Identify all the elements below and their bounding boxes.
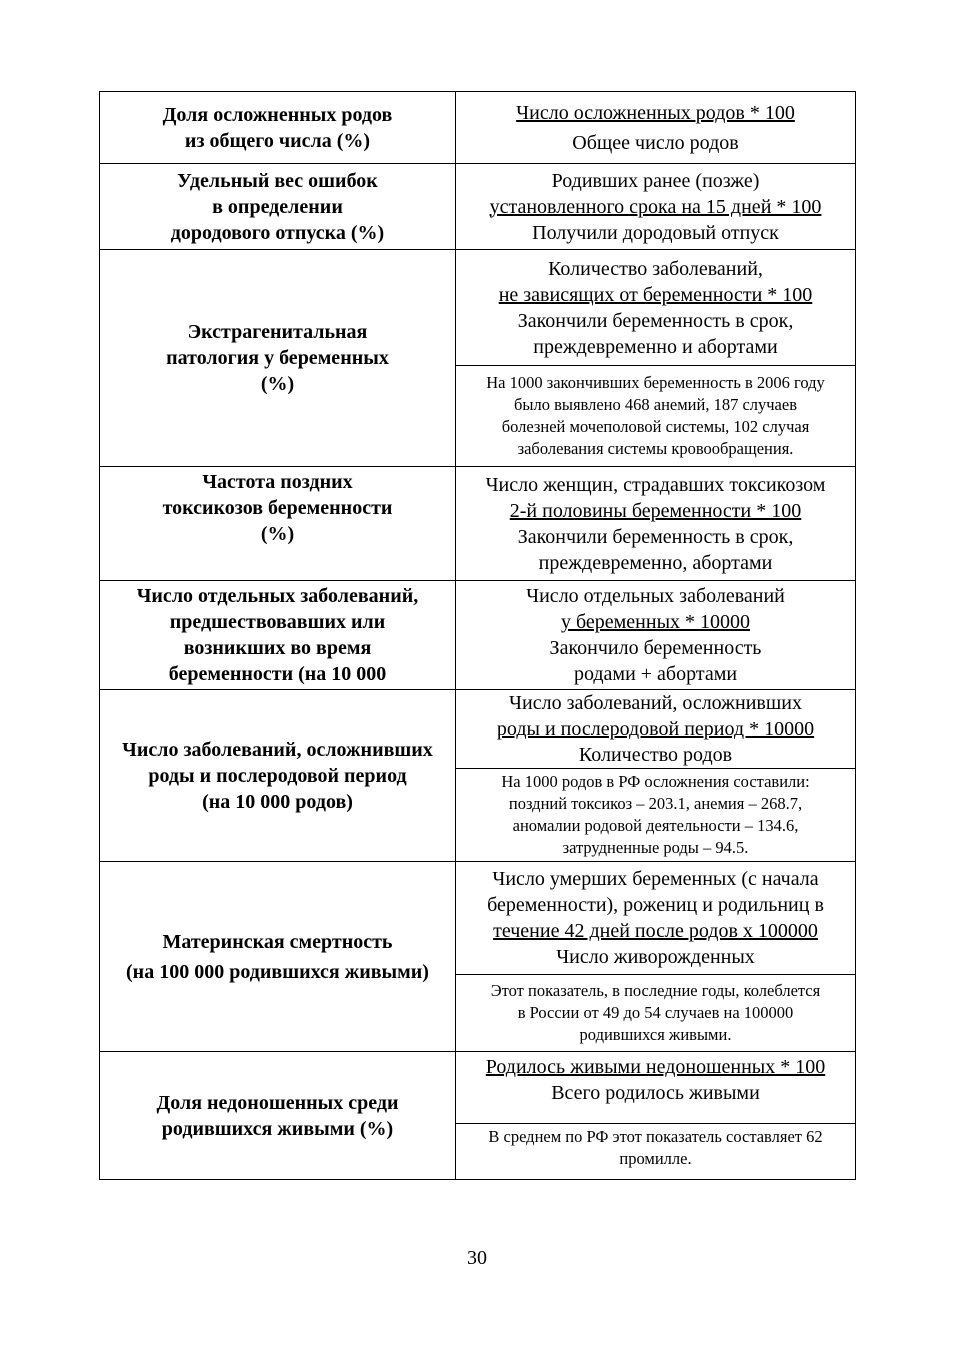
- indicator-note: Этот показатель, в последние годы, колеблется в России от 49 до 54 случаев на 100000 родившихся живыми.: [456, 975, 856, 1052]
- indicator-name: Частота поздних токсикозов беременности (%): [100, 467, 456, 581]
- indicator-formula: Число умерших беременных (с начала беременности), рожениц и родильниц в течение 42 дней после родов х 100000 Число живорожденных: [456, 862, 856, 975]
- page-number: 30: [467, 1247, 487, 1269]
- indicator-formula: Число заболеваний, осложнивших роды и послеродовой период * 10000 Количество родов: [456, 690, 856, 769]
- indicator-name: Число отдельных заболеваний, предшествовавших или возникших во время беременности (на 10 000: [100, 581, 456, 690]
- indicators-table: [99, 91, 856, 1180]
- indicator-formula: Родилось живыми недоношенных * 100 Всего родилось живыми: [456, 1052, 856, 1124]
- indicator-name: Экстрагенитальная патология у беременных (%): [100, 250, 456, 467]
- indicator-formula: Число женщин, страдавших токсикозом 2-й половины беременности * 100 Закончили беременность в срок, преждевременно, абортами: [456, 467, 856, 581]
- indicator-name: Доля осложненных родов из общего числа (%): [100, 92, 456, 164]
- indicator-name: Материнская смертность (на 100 000 родившихся живыми): [100, 862, 456, 1052]
- table-row: [100, 581, 856, 690]
- table-row: [100, 690, 856, 769]
- indicator-name: Доля недоношенных среди родившихся живыми (%): [100, 1052, 456, 1180]
- indicator-note: На 1000 закончивших беременность в 2006 году было выявлено 468 анемий, 187 случаев болезней мочеполовой системы, 102 случая заболевания системы кровообращения.: [456, 366, 856, 467]
- indicator-formula: Количество заболеваний, не зависящих от беременности * 100 Закончили беременность в срок, преждевременно и абортами: [456, 250, 856, 366]
- indicator-name: Число заболеваний, осложнивших роды и послеродовой период (на 10 000 родов): [100, 690, 456, 862]
- indicator-note: На 1000 родов в РФ осложнения составили: поздний токсикоз – 203.1, анемия – 268.7, аномалии родовой деятельности – 134.6, затрудненные роды – 94.5.: [456, 769, 856, 862]
- indicator-name: Удельный вес ошибок в определении дородового отпуска (%): [100, 164, 456, 250]
- indicator-note: В среднем по РФ этот показатель составляет 62 промилле.: [456, 1124, 856, 1180]
- table-row: [100, 92, 856, 164]
- table-row: [100, 250, 856, 366]
- table-row: [100, 164, 856, 250]
- table-row: [100, 862, 856, 975]
- indicator-formula: Число осложненных родов * 100 Общее число родов: [456, 92, 856, 164]
- indicator-formula: Родивших ранее (позже) установленного срока на 15 дней * 100 Получили дородовый отпуск: [456, 164, 856, 250]
- table-row: [100, 467, 856, 581]
- table-row: [100, 1052, 856, 1124]
- indicator-formula: Число отдельных заболеваний у беременных * 10000 Закончило беременность родами + абортами: [456, 581, 856, 690]
